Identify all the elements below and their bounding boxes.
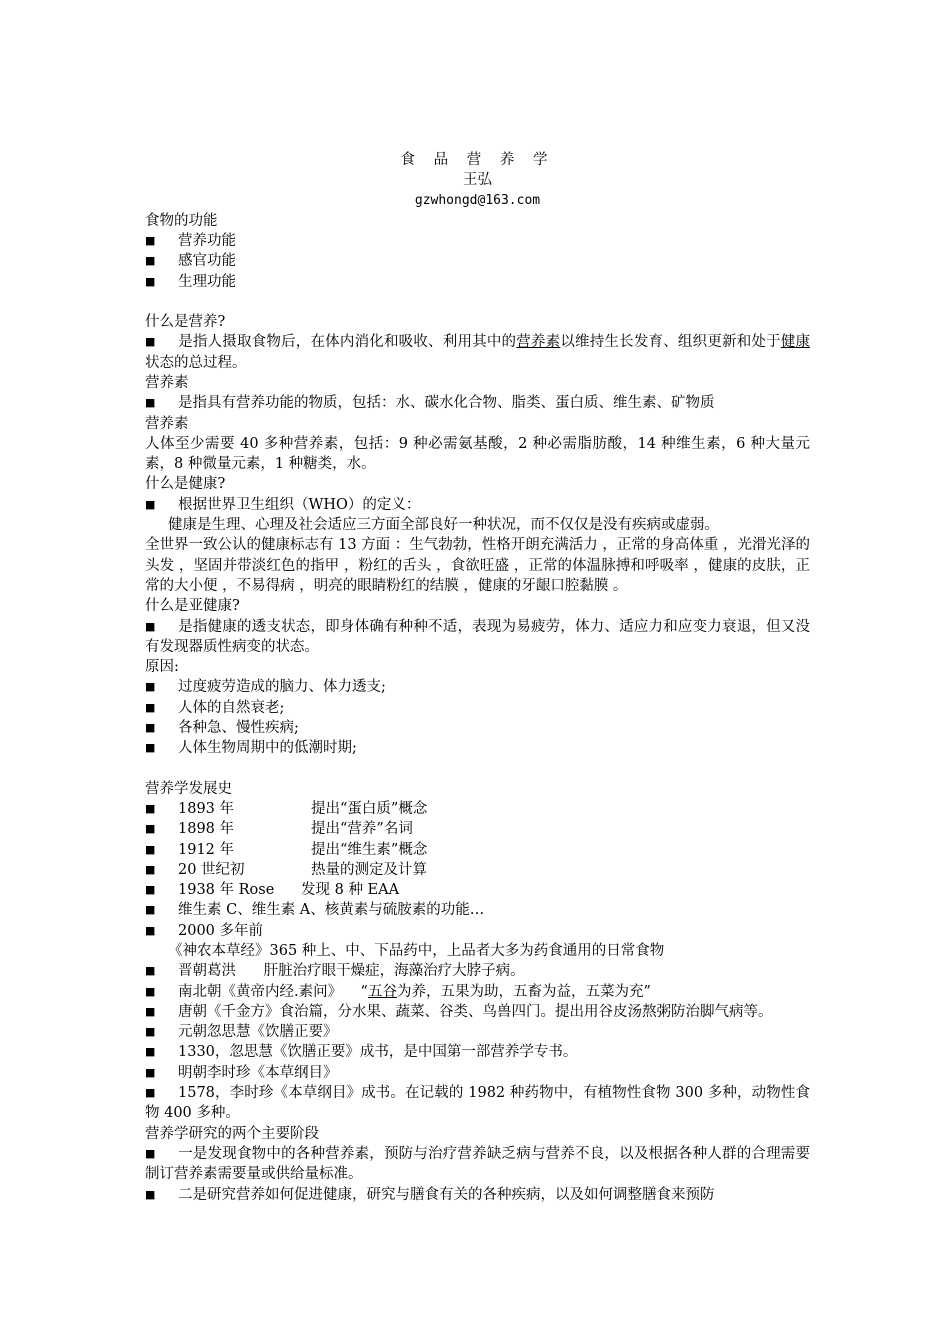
link-nutrient[interactable]: 营养素 [516, 334, 561, 351]
section-heading: 营养学发展史 [145, 780, 232, 797]
bullet-icon: ■ [145, 883, 156, 897]
bullet-icon: ■ [145, 254, 156, 268]
bullet-icon: ■ [145, 497, 156, 511]
paragraph: ■ 是指具有营养功能的物质，包括：水、碳水化合物、脂类、蛋白质、维生素、矿物质 [145, 393, 810, 413]
bullet-icon: ■ [145, 700, 156, 714]
list-item: ■ 元朝忽思慧《饮膳正要》 [145, 1022, 810, 1042]
timeline-item: ■ 1912 年 提出“维生素”概念 [145, 840, 810, 860]
bullet-icon: ■ [145, 335, 156, 349]
bullet-icon: ■ [145, 1045, 156, 1059]
bullet-icon: ■ [145, 274, 156, 288]
bullet-icon: ■ [145, 862, 156, 876]
section-heading: 什么是亚健康? [145, 598, 240, 615]
bullet-icon: ■ [145, 801, 156, 815]
link-five-grains[interactable]: 五谷 [367, 983, 397, 1000]
paragraph: ■ 二是研究营养如何促进健康，研究与膳食有关的各种疾病，以及如何调整膳食来预防 [145, 1185, 810, 1205]
paragraph: 全世界一致公认的健康标志有 13 方面 ：生气勃勃，性格开朗充满活力 ，正常的身高体重 ，光滑光泽的头发 ，坚固并带淡红色的指甲 ，粉红的舌头 ，食欲旺盛 ，正常的体温脉搏和呼吸率 ，健康的皮肤，正常的大小便 ，不易得病 ，明亮的眼睛粉红的结膜 ，健康的牙龈口腔黏膜 。 [145, 537, 810, 594]
list-item: ■ 根据世界卫生组织（WHO）的定义： [145, 495, 810, 515]
list-item: ■ 南北朝《黄帝内经.素问》 “五谷为养，五果为助，五畜为益，五菜为充” [145, 982, 810, 1002]
bullet-icon: ■ [145, 680, 156, 694]
list-item: ■ 晋朝葛洪 肝脏治疗眼干燥症，海藻治疗大脖子病。 [145, 961, 810, 981]
bullet-icon: ■ [145, 984, 156, 998]
bullet-icon: ■ [145, 1086, 156, 1100]
document-page [145, 150, 810, 1205]
list-item: ■ 感官功能 [145, 251, 810, 271]
paragraph: ■ 是指健康的透支状态，即身体确有种种不适，表现为易疲劳，体力、适应力和应变力衰退，但又没有发现器质性病变的状态。 [145, 618, 810, 655]
list-item: ■ 人体生物周期中的低潮时期; [145, 738, 810, 758]
paragraph: ■ 是指人摄取食物后，在体内消化和吸收、利用其中的营养素以维持生长发育、组织更新和处于健康状态的总过程。 [145, 334, 811, 371]
list-item: ■ 2000 多年前 [145, 921, 810, 941]
paragraph: 《神农本草经》365 种上、中、下品药中，上品者大多为药食通用的日常食物 [168, 942, 665, 959]
timeline-item: ■ 1938 年 Rose 发现 8 种 EAA [145, 880, 810, 900]
bullet-icon: ■ [145, 1187, 156, 1201]
bullet-icon: ■ [145, 721, 156, 735]
paragraph: ■ 1578，李时珍《本草纲目》成书。在记载的 1982 种药物中，有植物性食物 300 多种，动物性食物 400 多种。 [145, 1085, 810, 1122]
list-item: ■ 维生素 C、维生素 A、核黄素与硫胺素的功能… [145, 900, 810, 920]
section-heading: 营养素 [145, 415, 189, 432]
paragraph: 人体至少需要 40 多种营养素，包括：9 种必需氨基酸，2 种必需脂肪酸，14 种维生素，6 种大量元素，8 种微量元素，1 种糖类，水。 [145, 435, 810, 473]
list-item: ■ 明朝李时珍《本草纲目》 [145, 1063, 810, 1083]
author-name: 王弘 [463, 172, 492, 189]
bullet-icon: ■ [145, 741, 156, 755]
bullet-icon: ■ [145, 396, 156, 410]
bullet-icon: ■ [145, 1146, 156, 1160]
bullet-icon: ■ [145, 822, 156, 836]
list-item: ■ 生理功能 [145, 272, 810, 292]
bullet-icon: ■ [145, 1065, 156, 1079]
timeline-item: ■ 20 世纪初 热量的测定及计算 [145, 860, 810, 880]
timeline-item: ■ 1893 年 提出“蛋白质”概念 [145, 799, 810, 819]
paragraph: ■ 唐朝《千金方》食治篇，分水果、蔬菜、谷类、鸟兽四门。提出用谷皮汤熬粥防治脚气病等。 [145, 1002, 810, 1022]
bullet-icon: ■ [145, 964, 156, 978]
bullet-icon: ■ [145, 1004, 156, 1018]
paragraph: ■ 一是发现食物中的各种营养素，预防与治疗营养缺乏病与营养不良，以及根据各种人群的合理需要制订营养素需要量或供给量标准。 [145, 1145, 810, 1183]
paragraph: 健康是生理、心理及社会适应三方面全部良好一种状况，而不仅仅是没有疾病或虚弱。 [168, 517, 719, 534]
bullet-icon: ■ [145, 1025, 156, 1039]
bullet-icon: ■ [145, 842, 156, 856]
section-heading: 营养学研究的两个主要阶段 [145, 1125, 319, 1142]
section-heading: 什么是营养? [145, 314, 226, 331]
timeline-item: ■ 1898 年 提出“营养”名词 [145, 819, 810, 839]
section-heading: 原因: [145, 659, 179, 676]
link-health[interactable]: 健康 [780, 334, 811, 351]
list-item: ■ 过度疲劳造成的脑力、体力透支; [145, 677, 810, 697]
bullet-icon: ■ [145, 923, 156, 937]
author-email: gzwhongd@163.com [414, 192, 541, 208]
section-heading: 什么是健康? [145, 476, 226, 493]
bullet-icon: ■ [145, 903, 156, 917]
list-item: ■ 各种急、慢性疾病; [145, 718, 810, 738]
section-heading: 营养素 [145, 374, 189, 391]
list-item: ■ 1330，忽思慧《饮膳正要》成书，是中国第一部营养学专书。 [145, 1042, 810, 1062]
doc-title: 食 品 营 养 学 [400, 152, 555, 168]
bullet-icon: ■ [145, 234, 156, 248]
bullet-icon: ■ [145, 619, 156, 633]
list-item: ■ 营养功能 [145, 231, 810, 251]
section-heading: 食物的功能 [145, 212, 218, 229]
list-item: ■ 人体的自然衰老; [145, 698, 810, 718]
